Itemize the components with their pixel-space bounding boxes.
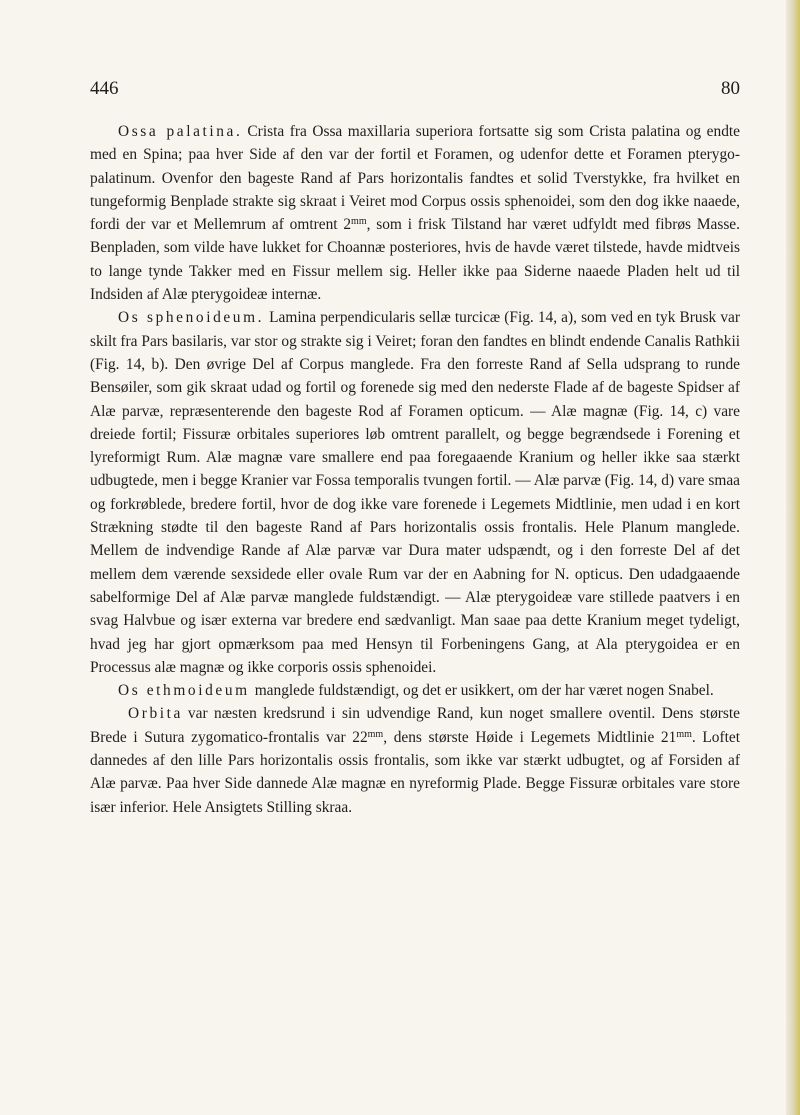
paragraph-body: Lamina perpendicularis sellæ turcicæ (Fig. 14, a), som ved en tyk Brusk var skilt fra Pars basilaris, var stor og strakte sig i Veiret; foran den fandtes en blindt endende Canalis Rathkii (Fig. 14, b). Den øvrige Del af Corpus manglede. Fra den forreste Rand af Sella udsprang to runde Bensøiler, som gik skraat udad og fortil og forenede sig med den nederste Flade af de bageste Spidser af Alæ parvæ, repræsenterende den bageste Rod af Foramen opticum. — Alæ magnæ (Fig. 14, c) vare dreiede fortil; Fissuræ orbitales superiores løb omtrent parallelt, og begge begrændsede i Forening et lyreformigt Rum. Alæ magnæ vare smallere end paa foregaaende Kranium og heller ikke saa stærkt udbugtede, men i begge Kranier var Fossa temporalis tvungen fortil. — Alæ parvæ (Fig. 14, d) vare smaa og forkrøblede, bredere fortil, hvor de dog ikke vare forenede i Legemets Midtlinie, men udad i en kort Strækning stødte til den bageste Rand af Pars horizontalis ossis frontalis. Hele Planum manglede. Mellem de indvendige Rande af Alæ parvæ var Dura mater udspændt, og i den forreste Del af det mellem dem værende sexsidede eller ovale Rum var der en Aabning for N. opticus. Den udadgaaende sabelformige Del af Alæ parvæ manglede fuldstændigt. — Alæ pterygoideæ vare stillede paatvers i en svag Halvbue og især externa var bredere end sædvanligt. Man saae paa dette Kranium meget tydeligt, hvad jeg har gjort opmærksom paa med Hensyn til Forbeningens Gang, at Ala pterygoidea er en Processus alæ magnæ og ikke corporis ossis sphenoidei. — [90, 309, 740, 676]
paragraph-body: var næsten kredsrund i sin udvendige Rand, kun noget smallere oventil. Dens største Brede i Sutura zygomatico-frontalis var 22 — [90, 705, 740, 746]
section-lead: Ossa palatina. — [118, 123, 243, 140]
paragraph-ossa-palatina — [90, 120, 740, 306]
page-header — [90, 78, 740, 102]
body-text — [90, 120, 740, 819]
section-lead: Os ethmoideum — [118, 682, 250, 700]
page-number: 446 — [90, 78, 119, 99]
paragraph-body: , dens største Høide i Legemets Midtlinie 21 — [383, 728, 677, 746]
page-edge-shading — [786, 0, 800, 1115]
superscript-unit: mm — [367, 728, 384, 740]
superscript-unit: mm — [351, 216, 367, 228]
paragraph-orbita — [90, 702, 740, 818]
paragraph-os-ethmoideum — [90, 679, 740, 702]
paragraph-body: Crista fra Ossa maxillaria superiora fortsatte sig som Crista palatina og endte med en Spina; paa hver Side af den var der fortil et Foramen, og udenfor dette et Foramen pterygo-palatinum. Ovenfor den bageste Rand af Pars horizontalis fandtes et solid Tverstykke, fra hvilket en tungeformig Benplade strakte sig skraat i Veiret mod Corpus ossis sphenoidei, som den dog ikke naaede, fordi der var et Mellemrum af omtrent 2 — [90, 123, 740, 234]
signature-number: 80 — [721, 78, 740, 99]
paragraph-body: , som i frisk Tilstand har været udfyldt med fibrøs Masse. Benpladen, som vilde have lukket for Choannæ posteriores, hvis de havde været tilstede, havde midtveis to lange tynde Takker med en Fissur mellem sig. Heller ikke paa Siderne naaede Pladen helt ud til Indsiden af Alæ pterygoideæ internæ. — [90, 216, 740, 304]
section-lead: Orbita — [128, 705, 183, 723]
superscript-unit: mm — [676, 728, 692, 740]
section-lead: Os sphenoideum. — [118, 309, 265, 327]
paragraph-os-sphenoideum — [90, 306, 740, 679]
paragraph-body: manglede fuldstændigt, og det er usikkert, om der har været nogen Snabel. — [254, 682, 714, 700]
paragraph-body: . Loftet dannedes af den lille Pars horizontalis ossis frontalis, som ikke var stærkt udbugtet, og af Forsiden af Alæ parvæ. Paa hver Side dannede Alæ magnæ en nyreformig Plade. Begge Fissuræ orbitales vare store især inferior. Hele Ansigtets Stilling skraa. — [90, 728, 740, 816]
